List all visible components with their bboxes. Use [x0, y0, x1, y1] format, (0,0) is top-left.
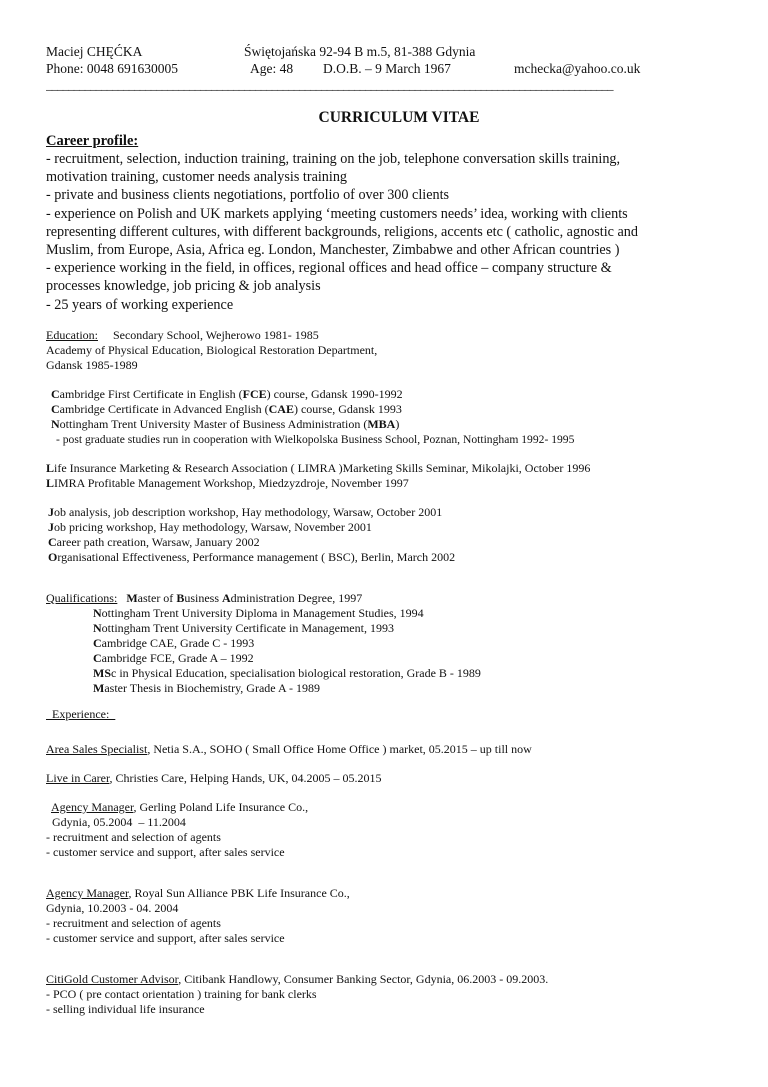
workshop-item: Organisational Effectiveness, Performance management ( BSC), Berlin, March 2002 — [48, 549, 456, 564]
header-line-1 — [46, 44, 722, 61]
age: Age: 48 — [250, 61, 294, 76]
experience-section — [46, 707, 722, 1017]
workshop-item: Career path creation, Warsaw, January 2002 — [48, 534, 260, 549]
qualification-item: Cambridge CAE, Grade C - 1993 — [93, 635, 255, 650]
limra-seminar: Life Insurance Marketing & Research Association ( LIMRA )Marketing Skills Seminar, Mikolajki, October 1996 — [46, 460, 591, 475]
career-line: representing different cultures, with different backgrounds, religions, accents etc ( catholic, agnostic and — [46, 223, 638, 240]
workshop-item: Job analysis, job description workshop, Hay methodology, Warsaw, October 2001 — [48, 504, 443, 519]
qualification-item: MSc in Physical Education, specialisation biological restoration, Grade B - 1989 — [93, 665, 481, 680]
qualification-item: Cambridge FCE, Grade A – 1992 — [93, 650, 254, 665]
job-detail: - selling individual life insurance — [46, 1001, 205, 1016]
job-detail: Gdynia, 10.2003 - 04. 2004 — [46, 900, 179, 915]
career-line: - experience on Polish and UK markets applying ‘meeting customers needs’ idea, working with clients — [46, 205, 628, 222]
job-detail: Gdynia, 05.2004 – 11.2004 — [46, 814, 186, 829]
job-title: Live in Carer — [46, 770, 110, 785]
limra-workshop: LIMRA Profitable Management Workshop, Miedzyzdroje, November 1997 — [46, 475, 409, 490]
career-line: - experience working in the field, in offices, regional offices and head office – company structure & — [46, 260, 612, 277]
job-detail: - recruitment and selection of agents — [46, 915, 221, 930]
experience-label: Experience: — [46, 706, 116, 721]
job-title: CitiGold Customer Advisor — [46, 971, 179, 986]
job-detail: - PCO ( pre contact orientation ) training for bank clerks — [46, 986, 317, 1001]
date-of-birth: D.O.B. – 9 March 1967 — [323, 61, 451, 76]
academy-years: Gdansk 1985-1989 — [46, 357, 138, 372]
postgrad-studies: - post graduate studies run in cooperation with Wielkopolska Business School, Poznan, Nottingham 1992- 1995 — [56, 432, 575, 446]
cert-cae: Cambridge Certificate in Advanced English (CAE) course, Gdansk 1993 — [51, 401, 402, 416]
document-title: CURRICULUM VITAE — [318, 109, 480, 126]
qualifications-section — [46, 591, 722, 696]
secondary-school: Secondary School, Wejherowo 1981- 1985 — [112, 327, 319, 342]
address: Świętojańska 92-94 B m.5, 81-388 Gdynia — [244, 44, 476, 59]
job-detail: - recruitment and selection of agents — [46, 829, 221, 844]
job-detail: - customer service and support, after sales service — [46, 930, 285, 945]
cv-document — [46, 44, 722, 1017]
career-line: processes knowledge, job pricing & job analysis — [46, 278, 321, 295]
job-detail: - customer service and support, after sales service — [46, 844, 285, 859]
job-title: Agency Manager — [46, 885, 129, 900]
education-school-line — [46, 328, 722, 343]
career-line: motivation training, customer needs analysis training — [46, 169, 348, 186]
education-label: Education: — [46, 327, 98, 342]
header-line-2 — [46, 61, 722, 78]
qualification-item: Nottingham Trent University Diploma in Management Studies, 1994 — [93, 605, 424, 620]
job-entry: CitiGold Customer Advisor, Citibank Handlowy, Consumer Banking Sector, Gdynia, 06.2003 - 09.2003. — [46, 971, 549, 986]
job-entry: Agency Manager, Royal Sun Alliance PBK Life Insurance Co., — [46, 885, 350, 900]
qualification-item: Nottingham Trent University Certificate in Management, 1993 — [93, 620, 394, 635]
career-line: - 25 years of working experience — [46, 296, 234, 313]
cert-fce: Cambridge First Certificate in English (FCE) course, Gdansk 1990-1992 — [51, 386, 403, 401]
job-entry: Agency Manager, Gerling Poland Life Insurance Co., — [51, 799, 309, 814]
career-line: - recruitment, selection, induction training, training on the job, telephone conversation skills training, — [46, 151, 621, 167]
header-divider: _______________________________________________________________________________________________________ — [46, 79, 613, 92]
job-title: Agency Manager — [51, 799, 134, 814]
job-entry: Live in Carer, Christies Care, Helping Hands, UK, 04.2005 – 05.2015 — [46, 770, 382, 785]
career-line: - private and business clients negotiations, portfolio of over 300 clients — [46, 187, 450, 204]
cert-mba: Nottingham Trent University Master of Business Administration (MBA) — [51, 416, 400, 431]
career-profile-heading: Career profile: — [46, 133, 139, 149]
email: mchecka@yahoo.co.uk — [514, 61, 641, 76]
qualification-item: Master Thesis in Biochemistry, Grade A - 1989 — [93, 680, 320, 695]
academy-line: Academy of Physical Education, Biological Restoration Department, — [46, 342, 378, 357]
education-section — [46, 328, 722, 565]
qualification-mba: Qualifications: Master of Business Administration Degree, 1997 — [46, 590, 363, 605]
job-entry: Area Sales Specialist, Netia S.A., SOHO ( Small Office Home Office ) market, 05.2015 – up till now — [46, 741, 532, 756]
job-title: Area Sales Specialist — [46, 741, 148, 756]
phone: Phone: 0048 691630005 — [46, 61, 179, 76]
career-profile-section — [46, 150, 722, 314]
career-line: Muslim, from Europe, Asia, Africa eg. London, Manchester, Zimbabwe and other African countries ) — [46, 242, 620, 259]
qualifications-label: Qualifications: — [46, 590, 118, 605]
workshop-item: Job pricing workshop, Hay methodology, Warsaw, November 2001 — [48, 519, 372, 534]
candidate-name: Maciej CHĘĆKA — [46, 44, 143, 59]
